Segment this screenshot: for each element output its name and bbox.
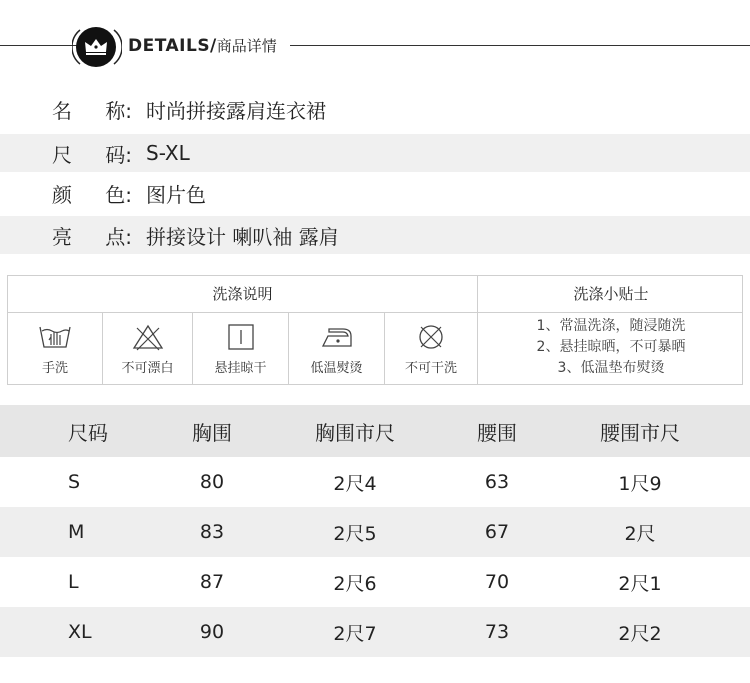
care-tip: 1、常温洗涤，随浸随洗 (536, 318, 686, 334)
page-title: DETAILS/商品详情 (128, 36, 277, 56)
care-item-no-bleach (103, 313, 192, 385)
table-cell: 90 (199, 621, 225, 643)
hang-dry-icon (224, 323, 258, 351)
care-instructions-title: 洗涤说明 (212, 285, 273, 303)
table-cell: 83 (199, 521, 225, 543)
info-label: 尺 码: (52, 142, 132, 167)
care-tip: 2、悬挂晾晒，不可暴晒 (536, 339, 686, 355)
table-row (0, 457, 750, 507)
table-cell: 70 (484, 571, 510, 593)
table-cell: M (68, 521, 85, 543)
size-table-header (0, 405, 750, 457)
info-row-color (0, 174, 750, 212)
info-value: 拼接设计 喇叭袖 露肩 (146, 224, 339, 249)
table-cell: S (68, 471, 81, 493)
column-header: 腰围 (477, 420, 517, 445)
table-cell: 2尺2 (618, 622, 662, 645)
table-cell: 2尺 (624, 522, 656, 545)
info-label: 名 称: (52, 98, 132, 123)
header-rule-left (0, 45, 78, 46)
info-row-highlights (0, 216, 750, 254)
table-cell: 2尺1 (618, 572, 662, 595)
table-cell: 73 (484, 621, 510, 643)
info-value: 时尚拼接露肩连衣裙 (146, 98, 326, 123)
info-value: 图片色 (146, 182, 206, 207)
table-cell: 2尺6 (333, 572, 377, 595)
care-item-label: 手洗 (41, 361, 68, 376)
table-row (0, 607, 750, 657)
care-item-label: 悬挂晾干 (214, 361, 267, 376)
care-item-label: 不可漂白 (121, 361, 174, 376)
table-cell: 2尺4 (333, 472, 377, 495)
care-item-hand-wash (8, 313, 102, 385)
table-cell: XL (68, 621, 92, 643)
low-iron-icon (319, 323, 355, 351)
crown-icon (76, 27, 116, 67)
table-cell: 67 (484, 521, 510, 543)
care-item-hang-dry (193, 313, 288, 385)
info-label: 亮 点: (52, 224, 132, 249)
care-tips (478, 316, 744, 379)
table-cell: 1尺9 (618, 472, 662, 495)
info-row-name (0, 90, 750, 128)
table-row (0, 507, 750, 557)
care-item-no-dry-clean (385, 313, 477, 385)
care-tip: 3、低温垫布熨烫 (557, 360, 665, 376)
table-cell: 87 (199, 571, 225, 593)
column-header: 胸围市尺 (315, 420, 395, 445)
care-header (8, 276, 742, 313)
table-cell: 63 (484, 471, 510, 493)
table-cell: 2尺5 (333, 522, 377, 545)
table-cell: 2尺7 (333, 622, 377, 645)
no-dry-clean-icon (414, 323, 448, 351)
column-header: 腰围市尺 (600, 420, 680, 445)
info-row-size (0, 134, 750, 172)
hand-wash-icon (38, 323, 72, 351)
info-label: 颜 色: (52, 182, 132, 207)
care-item-label: 不可干洗 (404, 361, 457, 376)
no-bleach-icon (131, 323, 165, 351)
care-tips-title: 洗涤小贴士 (573, 285, 649, 303)
info-value: S-XL (146, 141, 190, 165)
column-header: 胸围 (192, 420, 232, 445)
care-item-label: 低温熨烫 (310, 361, 363, 376)
header-rule-right (290, 45, 750, 46)
table-cell: L (68, 571, 79, 593)
table-cell: 80 (199, 471, 225, 493)
table-row (0, 557, 750, 607)
column-header: 尺码 (68, 420, 108, 445)
care-item-low-iron (289, 313, 384, 385)
care-box (7, 275, 743, 385)
